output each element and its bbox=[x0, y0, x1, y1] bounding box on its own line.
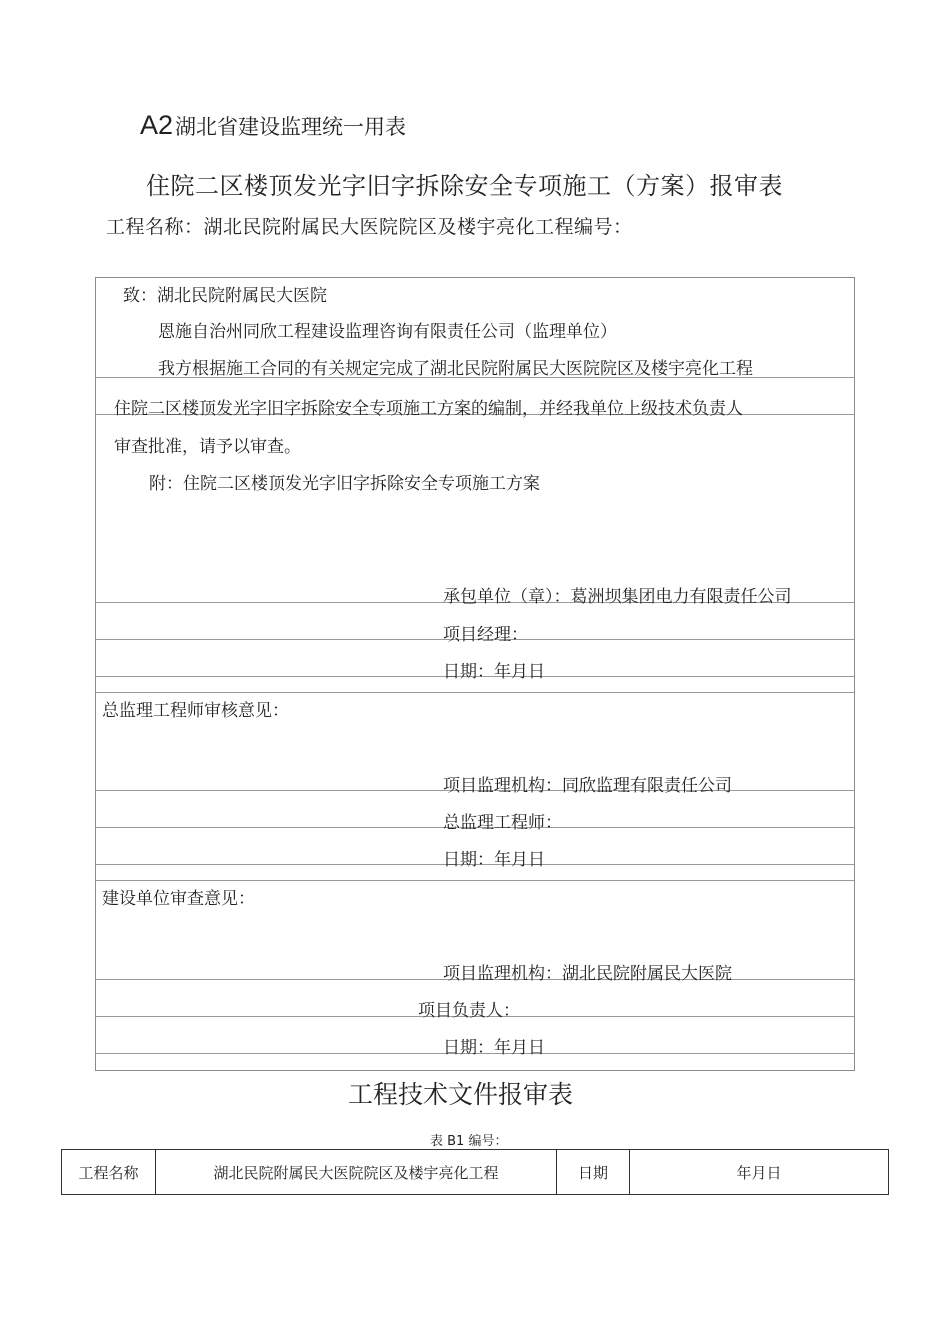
date-value: 年月日 bbox=[630, 1150, 889, 1195]
owner-org: 项目监理机构：湖北民院附属民大医院 bbox=[443, 964, 732, 984]
body-text: 我方根据施工合同的有关规定完成了湖北民院附属民大医院院区及楼宇亮化工程 bbox=[158, 359, 753, 379]
owner-responsible-label: 项目负责人： bbox=[418, 1001, 520, 1021]
date-field: 日期：年月日 bbox=[443, 850, 545, 870]
supervisor-unit: 恩施自治州同欣工程建设监理咨询有限责任公司（监理单位） bbox=[158, 322, 617, 342]
date-field: 日期：年月日 bbox=[443, 1038, 545, 1058]
owner-opinion-label: 建设单位审查意见： bbox=[102, 889, 255, 909]
project-name-value: 湖北民院附属民大医院院区及楼宇亮化工程 bbox=[156, 1150, 557, 1195]
project-name-label: 工程名称 bbox=[62, 1150, 156, 1195]
date-field: 日期：年月日 bbox=[443, 662, 545, 682]
form-code: A2 bbox=[140, 110, 174, 140]
form-code-line bbox=[140, 110, 406, 141]
contractor-seal: 承包单位（章）：葛洲坝集团电力有限责任公司 bbox=[443, 587, 792, 607]
addressee: 致：湖北民院附属民大医院 bbox=[123, 286, 327, 306]
body-text: 住院二区楼顶发光字旧字拆除安全专项施工方案的编制，并经我单位上级技术负责人 bbox=[114, 399, 743, 419]
supervision-org: 项目监理机构：同欣监理有限责任公司 bbox=[443, 776, 732, 796]
divider bbox=[95, 692, 855, 693]
form-organization: 湖北省建设监理统一用表 bbox=[175, 115, 407, 139]
technical-document-table bbox=[61, 1149, 889, 1195]
section-title: 工程技术文件报审表 bbox=[348, 1080, 574, 1109]
chief-opinion-label: 总监理工程师审核意见： bbox=[102, 701, 289, 721]
chief-engineer-label: 总监理工程师： bbox=[443, 813, 562, 833]
divider bbox=[95, 880, 855, 881]
table-row bbox=[62, 1150, 889, 1195]
body-text: 审查批准，请予以审查。 bbox=[114, 437, 301, 457]
table-code: 表 B1 编号： bbox=[430, 1134, 508, 1149]
project-manager-label: 项目经理： bbox=[443, 625, 528, 645]
attachment: 附：住院二区楼顶发光字旧字拆除安全专项施工方案 bbox=[149, 474, 540, 494]
page-title: 住院二区楼顶发光字旧字拆除安全专项施工（方案）报审表 bbox=[146, 172, 783, 200]
project-name-line: 工程名称：湖北民院附属民大医院院区及楼宇亮化工程编号： bbox=[106, 216, 633, 238]
date-label: 日期 bbox=[557, 1150, 630, 1195]
